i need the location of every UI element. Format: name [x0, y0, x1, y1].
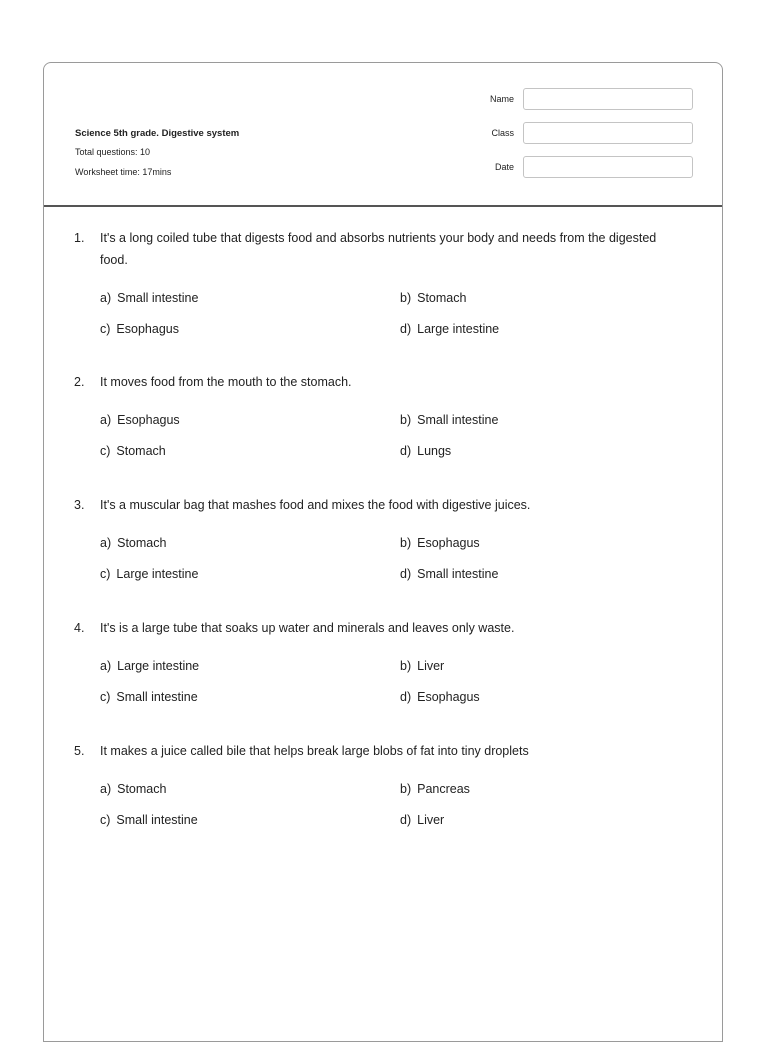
option-text: Esophagus — [116, 322, 179, 336]
option-text: Pancreas — [417, 782, 470, 796]
option-c[interactable] — [100, 686, 400, 708]
option-letter: a) — [100, 413, 112, 427]
option-letter: b) — [400, 413, 412, 427]
option-c[interactable] — [100, 318, 400, 340]
option-letter: a) — [100, 536, 112, 550]
worksheet-time: Worksheet time: 17mins — [75, 167, 172, 177]
question-text: It's is a large tube that soaks up water and minerals and leaves only waste. — [100, 621, 515, 635]
option-text: Stomach — [117, 782, 167, 796]
question-text: It's a muscular bag that mashes food and mixes the food with digestive juices. — [100, 498, 531, 512]
total-questions: Total questions: 10 — [75, 147, 151, 157]
question-number: 4. — [74, 621, 85, 635]
class-field[interactable] — [523, 122, 693, 144]
answer-options — [100, 655, 684, 708]
option-a[interactable] — [100, 778, 400, 800]
option-text: Lungs — [417, 444, 452, 458]
question-3 — [74, 494, 684, 585]
option-a[interactable] — [100, 287, 400, 309]
question-2 — [74, 371, 684, 462]
question-text: It's a long coiled tube that digests food and absorbs nutrients your body and needs from the digested food. — [100, 231, 657, 267]
question-number: 3. — [74, 498, 85, 512]
name-label: Name — [489, 94, 514, 104]
question-number: 2. — [74, 375, 85, 389]
question-text: It moves food from the mouth to the stomach. — [100, 375, 352, 389]
option-text: Large intestine — [417, 322, 500, 336]
question-text: It makes a juice called bile that helps break large blobs of fat into tiny droplets — [100, 744, 529, 758]
option-c[interactable] — [100, 440, 400, 462]
option-text: Small intestine — [116, 813, 198, 827]
answer-options — [100, 409, 684, 462]
option-letter: d) — [400, 322, 412, 336]
option-letter: c) — [100, 444, 111, 458]
option-c[interactable] — [100, 809, 400, 831]
option-a[interactable] — [100, 655, 400, 677]
date-label: Date — [494, 162, 514, 172]
option-letter: a) — [100, 659, 112, 673]
option-b[interactable] — [400, 287, 700, 309]
option-letter: c) — [100, 567, 111, 581]
class-label: Class — [491, 128, 514, 138]
option-text: Liver — [417, 659, 445, 673]
option-text: Stomach — [116, 444, 166, 458]
option-text: Liver — [417, 813, 445, 827]
option-letter: c) — [100, 322, 111, 336]
option-letter: b) — [400, 782, 412, 796]
option-d[interactable] — [400, 563, 700, 585]
option-text: Stomach — [417, 291, 467, 305]
worksheet-header — [44, 63, 722, 207]
option-b[interactable] — [400, 778, 700, 800]
option-a[interactable] — [100, 532, 400, 554]
option-text: Stomach — [117, 536, 167, 550]
option-text: Esophagus — [417, 690, 480, 704]
option-letter: d) — [400, 444, 412, 458]
option-b[interactable] — [400, 532, 700, 554]
option-text: Esophagus — [417, 536, 480, 550]
option-a[interactable] — [100, 409, 400, 431]
option-d[interactable] — [400, 809, 700, 831]
option-d[interactable] — [400, 440, 700, 462]
option-c[interactable] — [100, 563, 400, 585]
option-text: Small intestine — [417, 567, 499, 581]
option-text: Small intestine — [116, 690, 198, 704]
answer-options — [100, 778, 684, 831]
name-field[interactable] — [523, 88, 693, 110]
question-4 — [74, 617, 684, 708]
question-list — [44, 205, 722, 831]
option-letter: b) — [400, 536, 412, 550]
option-text: Esophagus — [117, 413, 180, 427]
option-letter: d) — [400, 813, 412, 827]
option-d[interactable] — [400, 318, 700, 340]
question-5 — [74, 740, 684, 831]
option-text: Large intestine — [116, 567, 199, 581]
option-d[interactable] — [400, 686, 700, 708]
option-letter: b) — [400, 291, 412, 305]
option-letter: c) — [100, 690, 111, 704]
option-letter: a) — [100, 291, 112, 305]
option-b[interactable] — [400, 409, 700, 431]
worksheet — [43, 62, 723, 1042]
question-1 — [74, 227, 684, 340]
answer-options — [100, 532, 684, 585]
question-number: 1. — [74, 231, 85, 245]
option-text: Large intestine — [117, 659, 200, 673]
option-text: Small intestine — [417, 413, 499, 427]
option-letter: c) — [100, 813, 111, 827]
question-number: 5. — [74, 744, 85, 758]
worksheet-title: Science 5th grade. Digestive system — [75, 128, 240, 139]
option-letter: a) — [100, 782, 112, 796]
option-b[interactable] — [400, 655, 700, 677]
option-letter: d) — [400, 567, 412, 581]
date-field[interactable] — [523, 156, 693, 178]
option-text: Small intestine — [117, 291, 199, 305]
answer-options — [100, 287, 684, 340]
option-letter: b) — [400, 659, 412, 673]
option-letter: d) — [400, 690, 412, 704]
